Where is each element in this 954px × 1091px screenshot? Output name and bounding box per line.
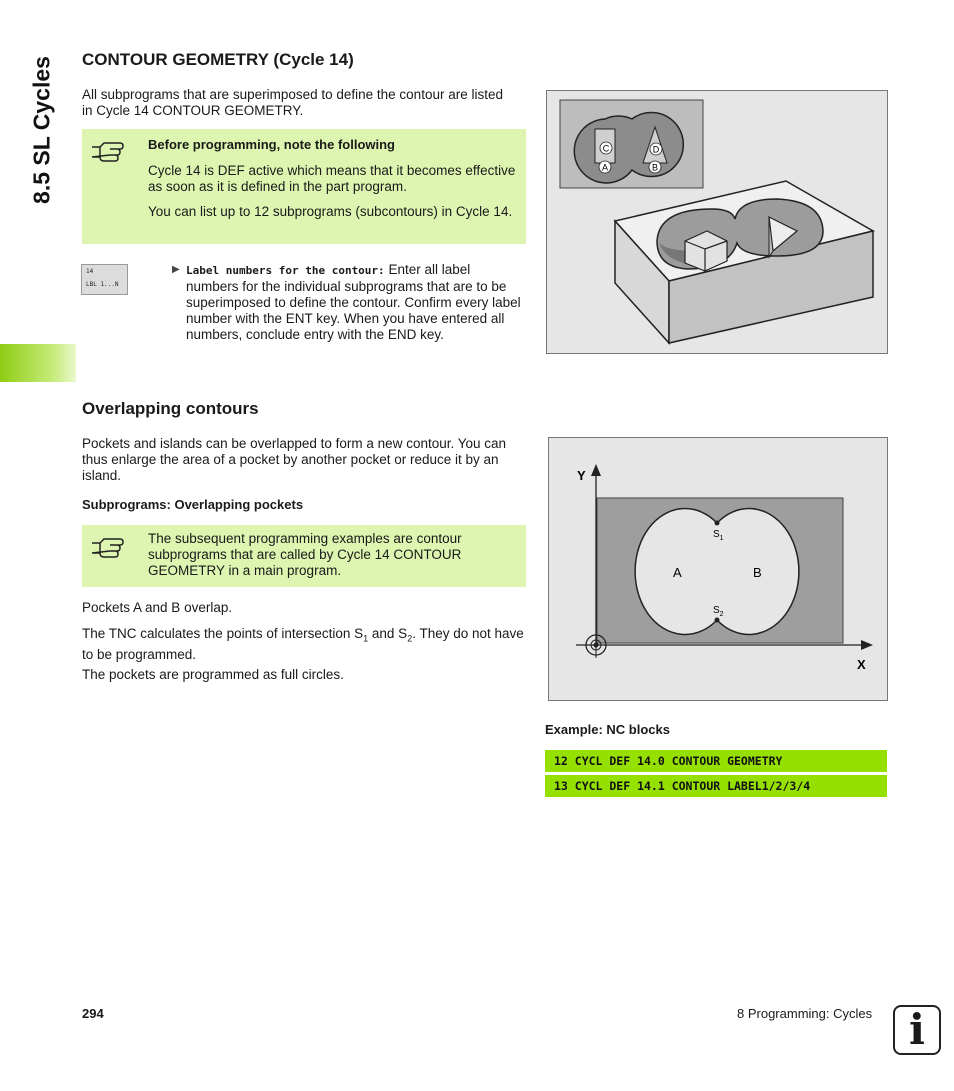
softkey-line-2: LBL 1...N	[86, 281, 119, 288]
section1-intro: All subprograms that are superimposed to define the contour are listed in Cycle 14 CONTOUR GEOMETRY.	[82, 87, 503, 118]
pointing-hand-icon	[90, 535, 126, 561]
section-heading-overlapping-contours: Overlapping contours	[82, 399, 259, 418]
pointing-hand-icon	[90, 139, 126, 165]
contour-geometry-illustration	[547, 91, 887, 353]
page-number: 294	[82, 1006, 104, 1021]
intersection-label-s2: $S_2$	[713, 605, 724, 618]
figure-overlapping-pockets	[548, 437, 888, 701]
y-axis-label: Y	[577, 468, 586, 483]
note-box-programming-examples	[82, 525, 526, 587]
note-box-before-programming	[82, 129, 526, 244]
inset-label-a: A	[601, 162, 609, 173]
triangle-bullet-icon: ▶	[172, 264, 180, 275]
softkey-line-1: 14	[86, 268, 94, 275]
overlapping-pockets-diagram	[549, 438, 887, 700]
inset-label-c: C	[602, 143, 610, 154]
x-axis-label: X	[857, 657, 866, 672]
info-icon[interactable]: i	[893, 1005, 941, 1055]
note-paragraph-1: Cycle 14 is DEF active which means that it becomes effective as soon as it is defined in the part program.	[148, 163, 516, 194]
inset-label-d: D	[652, 144, 660, 155]
pocket-label-b: B	[753, 565, 762, 580]
section2-paragraph-2: The TNC calculates the points of intersection $S_1$ and $S_2$. They do not have to be programmed.	[82, 626, 524, 662]
note-paragraph: The subsequent programming examples are contour subprograms that are called by Cycle 14 CONTOUR GEOMETRY in a main program.	[148, 531, 462, 578]
note-title: Before programming, note the following	[148, 137, 395, 152]
nc-block-line-12: 12 CYCL DEF 14.0 CONTOUR GEOMETRY	[545, 750, 887, 772]
example-heading: Example: NC blocks	[545, 722, 670, 737]
parameter-description	[172, 262, 524, 343]
intersection-label-s1: $S_1$	[713, 529, 724, 542]
section2-intro: Pockets and islands can be overlapped to form a new contour. You can thus enlarge the area of a pocket by another pocket or reduce it by an island.	[82, 436, 507, 483]
softkey-lbl-1-n[interactable]	[81, 264, 128, 295]
footer-chapter-title: 8 Programming: Cycles	[737, 1006, 873, 1021]
note-paragraph-2: You can list up to 12 subprograms (subcontours) in Cycle 14.	[148, 204, 513, 219]
section2-paragraph-1: Pockets A and B overlap.	[82, 600, 233, 615]
figure-contour-geometry	[546, 90, 888, 354]
section-heading-contour-geometry: CONTOUR GEOMETRY (Cycle 14)	[82, 50, 354, 69]
pocket-label-a: A	[673, 565, 682, 580]
nc-block-line-13: 13 CYCL DEF 14.1 CONTOUR LABEL1/2/3/4	[545, 775, 887, 797]
inset-label-b: B	[651, 162, 659, 173]
subheading-overlapping-pockets: Subprograms: Overlapping pockets	[82, 497, 304, 512]
section2-paragraph-3: The pockets are programmed as full circles.	[82, 667, 344, 682]
parameter-text: Enter all label numbers for the individual subprograms that are to be superimposed to define the contour. Confirm every label number with the ENT key. When you have entered all numbers, conclude entry with the END key.	[186, 262, 521, 342]
side-tab-marker	[0, 344, 76, 382]
parameter-label: Label numbers for the contour:	[186, 264, 385, 277]
side-chapter-title: 8.5 SL Cycles	[28, 56, 55, 204]
